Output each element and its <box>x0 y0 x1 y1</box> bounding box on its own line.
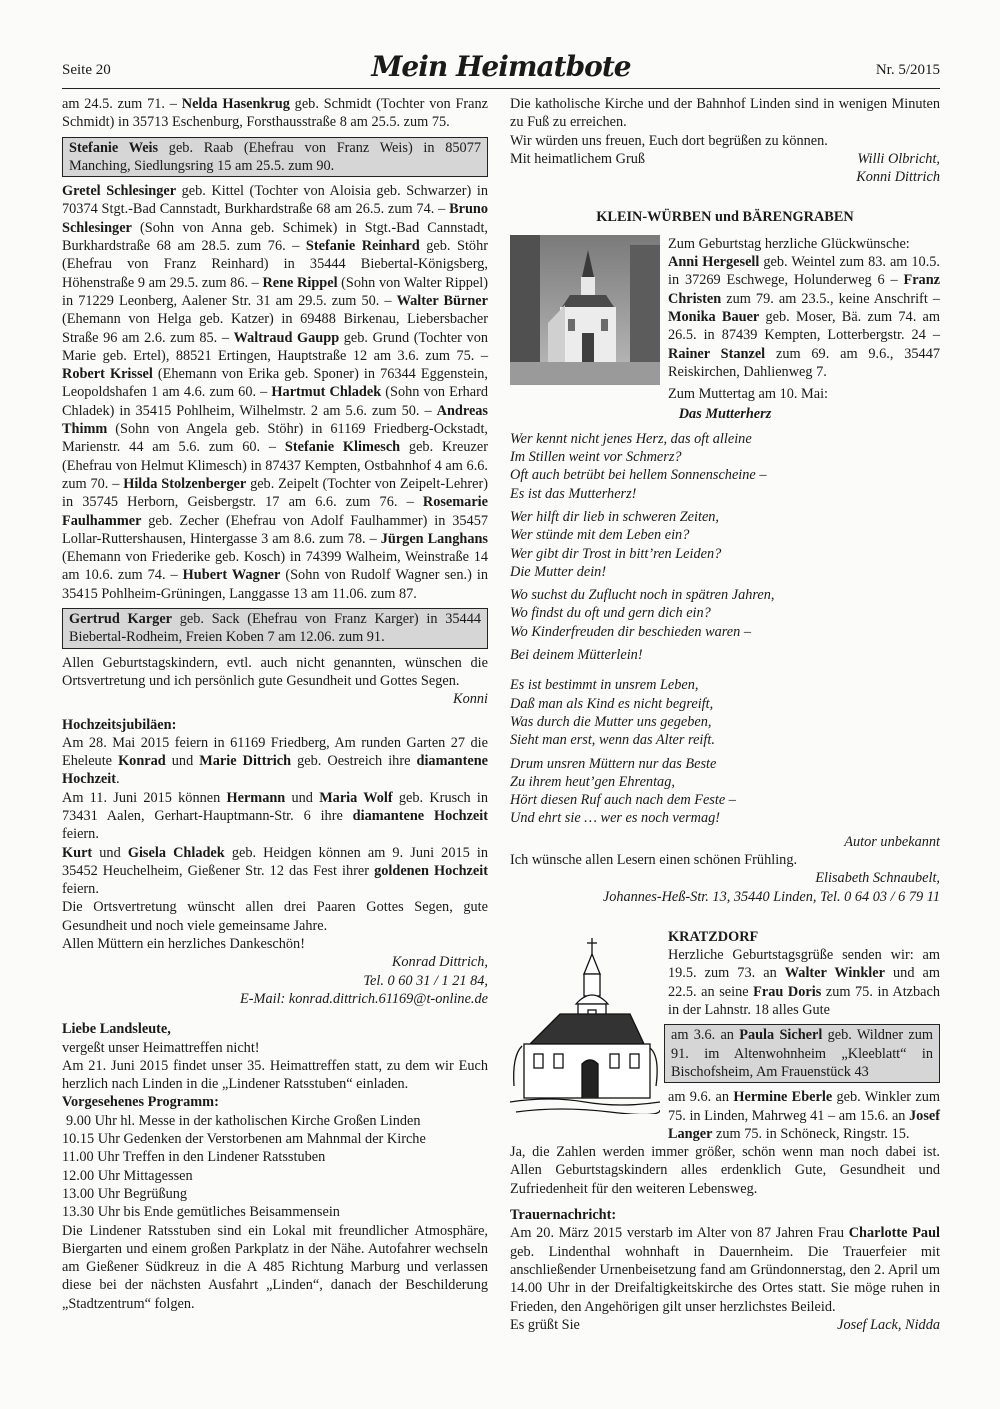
poem-line: Wo Kinderfreuden dir beschieden waren – <box>510 623 752 640</box>
poem-title: Das Mutterherz <box>678 406 772 423</box>
directions-paragraph: Die Lindener Ratsstuben sind ein Lokal mit freundlicher Atmosphäre, Biergarten und einem großen Parkplatz in der Nähe. Autofahrer wechseln am Gießener Südkreuz in die A 485 Richtung Marburg und verlassen diese bei der nächsten Ausfahrt „Linden“, danach der Beschilderung „Stadtzentrum“ folgen. <box>62 1222 488 1312</box>
signature-email: E-Mail: konrad.dittrich.61169@t-online.de <box>240 990 488 1007</box>
poem-line: Was durch die Mutter uns gegeben, <box>510 713 712 730</box>
programme-heading: Vorgesehenes Programm: <box>62 1094 219 1111</box>
signature-phone: Tel. 0 60 31 / 1 21 84, <box>363 972 488 989</box>
kleinwuerben-text <box>668 235 940 404</box>
poem-line: Wo suchst du Zuflucht noch in spätren Jahren, <box>510 587 775 604</box>
poem-line: Die Mutter dein! <box>510 563 607 580</box>
poem-author: Autor unbekannt <box>844 833 940 850</box>
poem-stanza <box>510 586 940 664</box>
kratzdorf-closing: Ja, die Zahlen werden immer größer, schön wenn man noch dabei ist. Allen Geburtstagskindern alles erdenklich Gute, Gesundheit und Zufriedenheit für den weiteren Lebensweg. <box>510 1144 940 1197</box>
mothers-day-intro: Zum Muttertag am 10. Mai: <box>668 386 829 403</box>
programme-item: 10.15 Uhr Gedenken der Verstorbenen am Mahnmal der Kirche <box>62 1131 426 1148</box>
kratzdorf-section <box>510 928 940 1143</box>
poem-line: Wer gibt dir Trost in bitt’ren Leiden? <box>510 545 722 562</box>
poem-line: Oft auch betrübt bei hellem Sonnenscheine – <box>510 467 767 484</box>
programme-item: 12.00 Uhr Mittagessen <box>62 1167 193 1184</box>
signature-name: Konrad Dittrich, <box>391 954 488 971</box>
landsleute-reminder: vergeßt unser Heimattreffen nicht! <box>62 1039 260 1056</box>
birthday-paragraph-2: Gretel Schlesinger geb. Kittel (Tochter von Aloisia geb. Schwarzer) in 70374 Stgt.-Bad Cannstadt, Burkhardstraße 68 am 26.5. zum 74. – Bruno Schlesinger (Sohn von Anna geb. Schimek) in Stgt.-Bad Cannstadt, Burkhardstraße 68 am 28.5. zum 76. – Stefanie Reinhard geb. Stöhr (Ehefrau von Franz Reinhard) in 35444 Biebertal-Königsberg, Höhenstraße 9 am 29.5. zum 86. – Rene Rippel (Sohn von Walter Rippel) in 71229 Leonberg, Aalener Str. 31 am 29.5. zum 50. – Walter Bürner (Ehemann von Helga geb. Katzer) in 69488 Birkenau, Liebersbacher Straße 96 am 2.6. zum 85. – Waltraud Gaupp geb. Grund (Tochter von Marie geb. Ertel), 88521 Ertingen, Hauptstraße 12 am 3.6. zum 75. – Robert Krissel (Ehemann von Erika geb. Sponer) in 76344 Eggenstein, Leopoldshafen 1 am 4.6. zum 60. – Hartmut Chladek (Sohn von Erhard Chladek) in 35415 Pohlheim, Wilhelmstr. 2 am 5.6. zum 50. – Andreas Thimm (Sohn von Angela geb. Stöhr) in 61169 Friedberg-Ockstadt, Marienstr. 44 am 5.6. zum 60. – Stefanie Klimesch geb. Kreuzer (Ehefrau von Helmut Klimesch) in 87437 Kempten, Ostbahnhof 4 am 6.6. zum 70. – Hilda Stolzenberger geb. Zeipelt (Tochter von Zeipelt-Lehrer) in 35745 Herborn, Geisbergstr. 17 am 6.6. zum 76. – Rosemarie Faulhammer geb. Zecher (Ehefrau von Adolf Faulhammer) in 35457 Lollar-Ruttershausen, Hintergasse 3 am 8.6. zum 78. – Jürgen Langhans (Ehemann von Friederike geb. Kosch) in 74399 Walheim, Weinstraße 14 am 10.6. zum 74. – Hubert Wagner (Sohn von Rudolf Wagner sen.) in 35415 Pohlheim-Grüningen, Langgasse 13 am 11.06. zum 87. <box>62 183 489 602</box>
header-rule <box>62 88 940 89</box>
wedding-dittrich: Am 28. Mai 2015 feiern in 61169 Friedberg, Am runden Garten 27 die Eheleute Konrad und Marie Dittrich geb. Oestreich ihre diamantene Hochzeit. <box>62 734 488 788</box>
page-number: Seite 20 <box>62 62 111 78</box>
mourning-notice: Am 20. März 2015 verstarb im Alter von 87 Jahren Frau Charlotte Paul geb. Lindenthal wohnhaft in Dauernheim. Die Trauerfeier mit anschließender Urnenbeisetzung fand am Gründonnerstag, den 2. April um 14.00 Uhr in der Dreifaltigkeitskirche des Ortes statt. Sie möge ruhen in Frieden, den Angehörigen gilt unser herzlichstes Beileid. <box>510 1225 940 1315</box>
poem-stanza <box>510 755 940 828</box>
programme-item: 13.30 Uhr bis Ende gemütliches Beisammensein <box>62 1204 340 1221</box>
poem-stanza <box>510 430 940 503</box>
meeting-welcome-text: Wir würden uns freuen, Euch dort begrüßen zu können. <box>510 132 828 149</box>
signature-schnaubelt-address: Johannes-Heß-Str. 13, 35440 Linden, Tel. 0 64 03 / 6 79 11 <box>602 888 940 905</box>
spring-wish: Ich wünsche allen Lesern einen schönen Frühling. <box>510 851 798 868</box>
greeting-line: Mit heimatlichem Gruß Willi Olbricht, <box>510 150 940 167</box>
poem-line: Wer kennt nicht jenes Herz, das oft alleine <box>510 430 752 447</box>
right-column <box>510 95 940 1334</box>
landsleute-invitation: Am 21. Juni 2015 findet unser 35. Heimattreffen statt, zu dem wir Euch herzlich nach Linden in die „Lindener Ratsstuben“ einladen. <box>62 1057 488 1093</box>
page-header <box>62 48 940 88</box>
wedding-chladek: Kurt und Gisela Chladek geb. Heidgen können am 9. Juni 2015 in 35452 Heuchelheim, Gießener Str. 12 das Fest ihrer goldenen Hochzeit feiern. <box>62 844 489 898</box>
kratzdorf-text <box>668 928 940 1143</box>
programme-item: 11.00 Uhr Treffen in den Lindener Ratsstuben <box>62 1149 326 1166</box>
left-column <box>62 95 488 1313</box>
poem-line: Und ehrt sie … wer es noch vermag! <box>510 810 721 827</box>
church-drawing <box>510 936 660 1114</box>
mourning-heading: Trauernachricht: <box>510 1207 617 1224</box>
signature-schnaubelt: Elisabeth Schnaubelt, <box>815 870 940 887</box>
wedding-heading: Hochzeitsjubiläen: <box>62 716 177 733</box>
poem-stanza <box>510 508 940 581</box>
wedding-wolf: Am 11. Juni 2015 können Hermann und Maria Wolf geb. Krusch in 73431 Aalen, Gerhart-Hauptmann-Str. 6 ihre diamantene Hochzeit feiern. <box>62 789 489 843</box>
chapel-photo <box>510 235 660 385</box>
highlight-box-sicherl: am 3.6. an Paula Sicherl geb. Wildner zum 91. im Altenwohnheim „Kleeblatt“ in Bischofsheim, Am Frauenstück 43 <box>664 1024 940 1083</box>
meeting-location-text: Die katholische Kirche und der Bahnhof Linden sind in wenigen Minuten zu Fuß zu erreichen. <box>510 96 940 131</box>
greeting-signature: Konni Dittrich <box>856 169 940 186</box>
poem-line: Im Stillen weint vor Schmerz? <box>510 449 682 466</box>
programme-list <box>62 1112 488 1222</box>
highlight-box-weis: Stefanie Weis geb. Raab (Ehefrau von Franz Weis) in 85077 Manching, Siedlungsring 15 am 25.5. zum 90. <box>62 137 488 178</box>
poem-line: Es ist das Mutterherz! <box>510 485 637 502</box>
kratzdorf-birthdays-2: am 9.6. an Hermine Eberle geb. Winkler zum 75. in Linden, Mahrweg 41 – am 15.6. an Josef Langer zum 75. in Schöneck, Ringstr. 15. <box>668 1089 940 1142</box>
mourning-signature: Es grüßt Sie Josef Lack, Nidda <box>510 1316 940 1333</box>
kleinwuerben-section <box>510 235 940 404</box>
poem-line: Hört diesen Ruf auch nach dem Feste – <box>510 792 736 809</box>
programme-item: 13.00 Uhr Begrüßung <box>62 1185 188 1202</box>
kratzdorf-birthdays-1: Herzliche Geburtstagsgrüße senden wir: am 19.5. zum 73. an Walter Winkler und am 22.5. an seine Frau Doris zum 75. in Atzbach in der Lahnstr. 18 alles Gute <box>668 947 941 1019</box>
poem-line: Wo findst du oft und gern dich ein? <box>510 605 711 622</box>
poem-line: Sieht man erst, wenn das Alter reift. <box>510 732 715 749</box>
highlight-box-karger: Gertrud Karger geb. Sack (Ehefrau von Franz Karger) in 35444 Biebertal-Rodheim, Freien Koben 7 am 12.06. zum 91. <box>62 608 488 649</box>
poem-line: Bei deinem Mütterlein! <box>510 647 643 664</box>
poem-line: Drum unsren Müttern nur das Beste <box>510 755 717 772</box>
issue-number: Nr. 5/2015 <box>875 62 940 78</box>
kleinwuerben-intro: Zum Geburtstag herzliche Glückwünsche: <box>668 235 910 252</box>
programme-item: 9.00 Uhr hl. Messe in der katholischen Kirche Großen Linden <box>66 1112 421 1129</box>
birthday-paragraph-1: am 24.5. zum 71. – Nelda Hasenkrug geb. Schmidt (Tochter von Franz Schmidt) in 35713 Eschenburg, Forsthausstraße 8 am 25.5. zum 75. <box>62 96 489 131</box>
masthead-logo: Mein Heimatbote <box>371 50 631 83</box>
poem-line: Zu ihrem heut’gen Ehrentag, <box>510 773 675 790</box>
poem-line: Es ist bestimmt in unsrem Leben, <box>510 677 699 694</box>
wishes-signature: Konni <box>453 691 488 708</box>
wedding-blessing: Die Ortsvertretung wünscht allen drei Paaren Gottes Segen, gute Gesundheit und noch viele gemeinsame Jahre. <box>62 899 488 934</box>
kleinwuerben-birthdays: Anni Hergesell geb. Weintel zum 83. am 10.5. in 37269 Eschwege, Holunderweg 6 – Franz Christen zum 79. am 23.5., keine Anschrift – Monika Bauer geb. Moser, Bä. zum 74. am 26.5. in 87439 Kempten, Lotterbergstr. 24 – Rainer Stanzel zum 69. am 9.6., 35447 Reiskirchen, Dahlienweg 7. <box>668 254 941 380</box>
kratzdorf-heading: KRATZDORF <box>668 928 759 945</box>
poem-line: Wer stünde mit dem Leben ein? <box>510 527 690 544</box>
mothers-thanks: Allen Müttern ein herzliches Dankeschön! <box>62 936 305 953</box>
poem-line: Wer hilft dir lieb in schweren Zeiten, <box>510 508 720 525</box>
landsleute-heading: Liebe Landsleute, <box>62 1021 171 1038</box>
poem-stanza <box>510 676 940 749</box>
signature-dittrich <box>62 953 488 1008</box>
wishes-paragraph: Allen Geburtstagskindern, evtl. auch nicht genannten, wünschen die Ortsvertretung und ich persönlich gute Gesundheit und Gottes Segen. <box>62 654 488 689</box>
poem-line: Daß man als Kind es nicht begreift, <box>510 695 714 712</box>
poem <box>510 430 940 828</box>
kleinwuerben-heading: KLEIN-WÜRBEN und BÄRENGRABEN <box>596 209 854 226</box>
